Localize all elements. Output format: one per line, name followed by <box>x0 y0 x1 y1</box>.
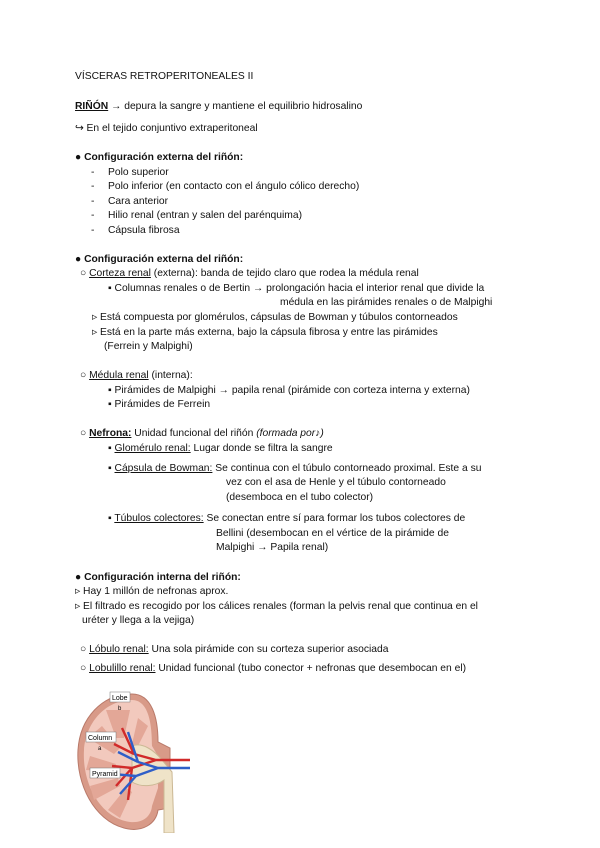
nephron-count: ▹ Hay 1 millón de nefronas aprox. <box>75 586 229 597</box>
nephron-term: Nefrona: <box>89 428 132 439</box>
marker-a: a <box>98 746 102 752</box>
columns-line-2: médula en las pirámides renales o de Malpighi <box>280 297 493 308</box>
cortex-term: Corteza renal <box>89 268 151 279</box>
label-column: Column <box>88 735 113 742</box>
label-lobe: Lobe <box>112 695 128 702</box>
collectors-line-3: Malpighi → Papila renal) <box>216 542 329 553</box>
list-item: - Hilio renal (entran y salen del parénquima) <box>91 210 303 221</box>
lobule-line: ○ Lobulillo renal: Unidad funcional (tubo conector + nefronas que desembocan en el) <box>80 663 467 674</box>
kidney-definition-line <box>75 100 362 114</box>
list-item: - Polo superior <box>91 167 169 178</box>
nephron-line: ○ Nefrona: Unidad funcional del riñón (formada por♪) <box>80 428 324 439</box>
collectors-line-2: Bellini (desembocan en el vértice de la pirámide de <box>216 528 449 539</box>
section-heading-internal: ● Configuración interna del riñón: <box>75 572 241 583</box>
list-item: - Cara anterior <box>91 196 169 207</box>
bowman-line-2: vez con el asa de Henle y el túbulo contorneado <box>226 477 446 488</box>
columns-line: ▪ Columnas renales o de Bertin → prolongación hacia el interior renal que divide la <box>108 283 485 294</box>
kidney-diagram <box>72 688 192 833</box>
medulla-term: Médula renal <box>89 370 149 381</box>
lobe-line: ○ Lóbulo renal: Una sola pirámide con su corteza superior asociada <box>80 644 389 655</box>
filtrate-line-2: uréter y llega a la vejiga) <box>82 615 195 626</box>
page-title: VÍSCERAS RETROPERITONEALES II <box>75 71 254 82</box>
cortex-line: ○ Corteza renal (externa): banda de tejido claro que rodea la médula renal <box>80 268 419 279</box>
bowman-line-3: (desemboca en el tubo colector) <box>226 492 374 503</box>
label-pyramid: Pyramid <box>92 771 118 778</box>
kidney-definition: → depura la sangre y mantiene el equilibrio hidrosalino <box>111 101 363 112</box>
cortex-composition: ▹ Está compuesta por glomérulos, cápsulas de Bowman y túbulos contorneados <box>92 312 458 323</box>
glomerulus-line: ▪ Glomérulo renal: Lugar donde se filtra la sangre <box>108 443 333 454</box>
kidney-note: ↪ En el tejido conjuntivo extraperitoneal <box>75 123 258 134</box>
cortex-location-2: (Ferrein y Malpighi) <box>104 341 193 352</box>
filtrate-line: ▹ El filtrado es recogido por los cálices renales (forman la pelvis renal que continua en el <box>75 601 478 612</box>
section-heading-external-2: ● Configuración externa del riñón: <box>75 254 244 265</box>
list-item: - Polo inferior (en contacto con el ángulo cólico derecho) <box>91 181 360 192</box>
bowman-line: ▪ Cápsula de Bowman: Se continua con el túbulo contorneado proximal. Este a su <box>108 463 482 474</box>
kidney-term: RIÑÓN <box>75 101 109 112</box>
list-item: ▪ Pirámides de Malpighi → papila renal (pirámide con corteza interna y externa) <box>108 385 470 396</box>
list-item: ▪ Pirámides de Ferrein <box>108 399 211 410</box>
section-heading-external: ● Configuración externa del riñón: <box>75 152 244 163</box>
medulla-line: ○ Médula renal (interna): <box>80 370 193 381</box>
marker-b: b <box>118 706 122 712</box>
collectors-line: ▪ Túbulos colectores: Se conectan entre sí para formar los tubos colectores de <box>108 513 466 524</box>
cortex-location: ▹ Está en la parte más externa, bajo la cápsula fibrosa y entre las pirámides <box>92 327 438 338</box>
list-item: - Cápsula fibrosa <box>91 225 180 236</box>
